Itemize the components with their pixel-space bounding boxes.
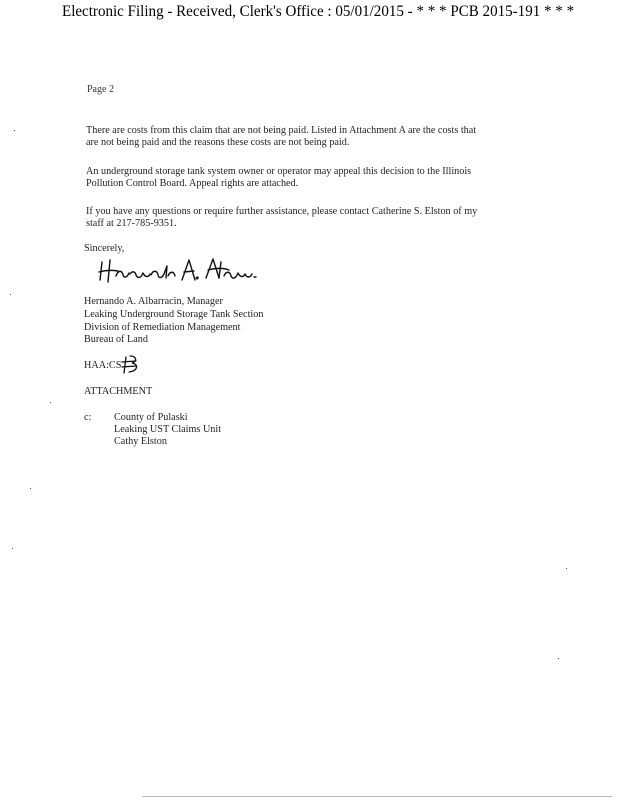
cc-recipient: County of Pulaski: [114, 412, 188, 423]
paragraph-costs: [86, 125, 476, 149]
scan-speck: [50, 402, 51, 403]
scan-bottom-edge: [142, 796, 612, 797]
paragraph-line: are not being paid and the reasons these costs are not being paid.: [86, 137, 350, 148]
cc-recipients: [114, 412, 221, 448]
paragraph-line: There are costs from this claim that are not being paid. Listed in Attachment A are the costs that: [86, 125, 477, 136]
signer-name-title: Hernando A. Albarracin, Manager: [84, 296, 223, 307]
paragraph-appeal: [86, 166, 471, 190]
scan-speck: [566, 568, 567, 569]
handwritten-signature: [96, 254, 261, 290]
signer-bureau: Bureau of Land: [84, 334, 148, 345]
scan-speck: [12, 548, 13, 549]
filing-stamp-header: Electronic Filing - Received, Clerk's Office : 05/01/2015 - * * * PCB 2015-191 * * *: [62, 2, 575, 20]
attachment-label: ATTACHMENT: [84, 386, 153, 397]
scan-speck: [558, 658, 559, 659]
page-number: Page 2: [87, 84, 114, 95]
paragraph-line: Pollution Control Board. Appeal rights are attached.: [86, 178, 299, 189]
cc-recipient: Cathy Elston: [114, 436, 167, 447]
cc-recipient: Leaking UST Claims Unit: [114, 424, 222, 435]
paragraph-line: staff at 217-785-9351.: [86, 218, 177, 229]
scan-speck: [10, 294, 11, 295]
reference-initials: HAA:CS: [84, 360, 122, 371]
closing-salutation: Sincerely,: [84, 243, 125, 254]
scan-speck: [30, 488, 31, 489]
signer-section: Leaking Underground Storage Tank Section: [84, 309, 264, 320]
signer-division: Division of Remediation Management: [84, 322, 241, 333]
handwritten-initials-mark: [120, 354, 142, 376]
scan-speck: [14, 130, 15, 131]
cc-label: c:: [84, 412, 92, 423]
paragraph-line: An underground storage tank system owner or operator may appeal this decision to the Illinois: [86, 166, 472, 177]
paragraph-contact: [86, 206, 477, 230]
paragraph-line: If you have any questions or require further assistance, please contact Catherine S. Elston of my: [86, 206, 478, 217]
